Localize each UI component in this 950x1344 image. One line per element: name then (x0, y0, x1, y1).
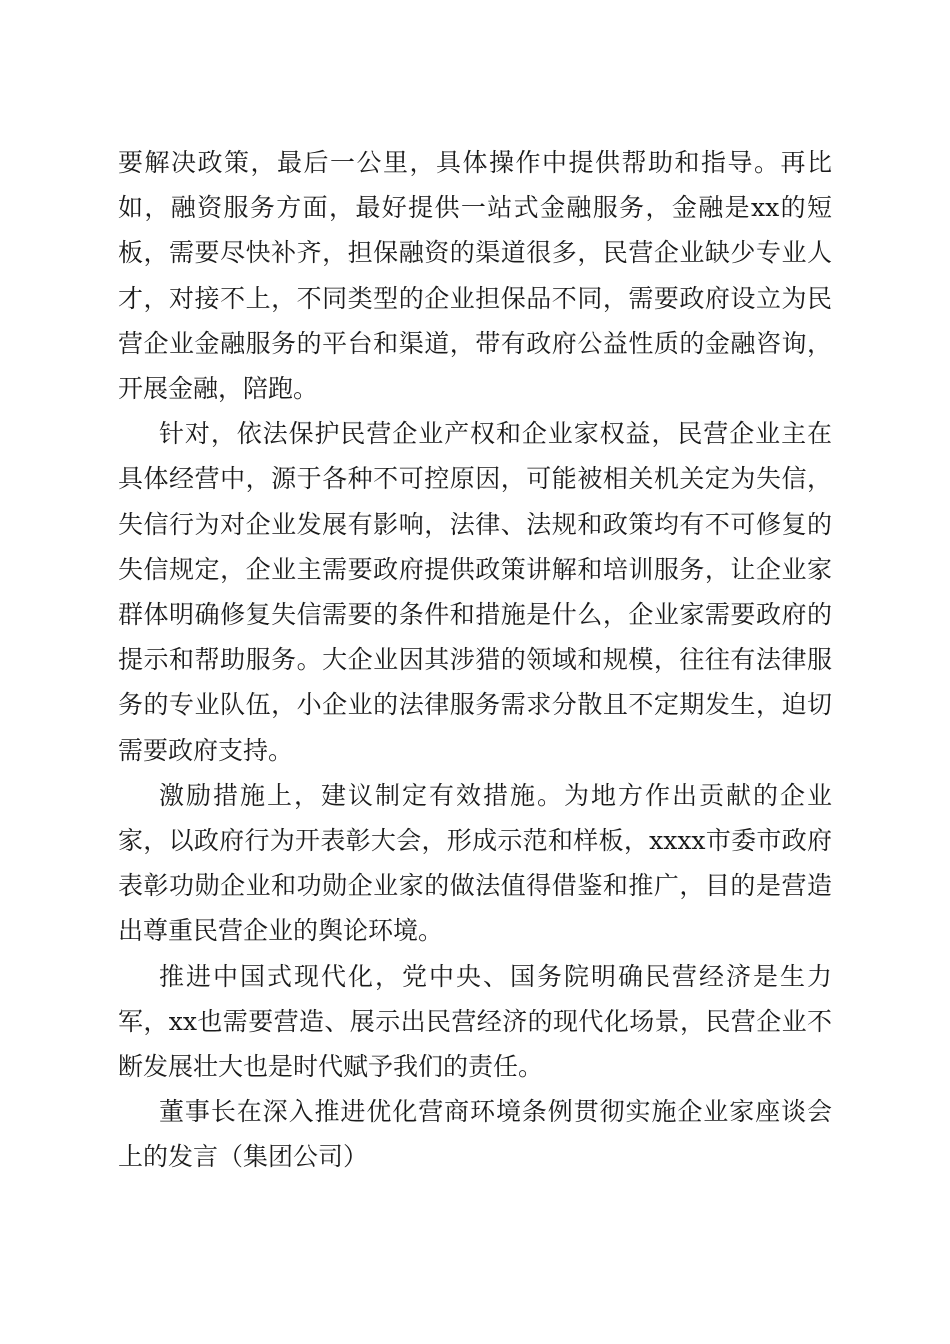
paragraph-incentive-measures: 激励措施上，建议制定有效措施。为地方作出贡献的企业家，以政府行为开表彰大会，形成示范和样板，xxxx市委市政府表彰功勋企业和功勋企业家的做法值得借鉴和推广，目的是营造出尊重民营企业的舆论环境。 (118, 780, 832, 946)
paragraph-modernization: 推进中国式现代化，党中央、国务院明确民营经济是生力军，xx也需要营造、展示出民营经济的现代化场景，民营企业不断发展壮大也是时代赋予我们的责任。 (118, 961, 832, 1082)
paragraph-financing-services: 要解决政策，最后一公里，具体操作中提供帮助和指导。再比如，融资服务方面，最好提供一站式金融服务，金融是xx的短板，需要尽快补齐，担保融资的渠道很多，民营企业缺少专业人才，对接不上，不同类型的企业担保品不同，需要政府设立为民营企业金融服务的平台和渠道，带有政府公益性质的金融咨询，开展金融，陪跑。 (118, 148, 832, 404)
document-body (118, 140, 832, 1180)
paragraph-speech-title: 董事长在深入推进优化营商环境条例贯彻实施企业家座谈会上的发言（集团公司） (118, 1097, 832, 1172)
paragraph-legal-protection: 针对，依法保护民营企业产权和企业家权益，民营企业主在具体经营中，源于各种不可控原因，可能被相关机关定为失信，失信行为对企业发展有影响，法律、法规和政策均有不可修复的失信规定，企业主需要政府提供政策讲解和培训服务，让企业家群体明确修复失信需要的条件和措施是什么，企业家需要政府的提示和帮助服务。大企业因其涉猎的领域和规模，往往有法律服务的专业队伍，小企业的法律服务需求分散且不定期发生，迫切需要政府支持。 (118, 419, 832, 765)
